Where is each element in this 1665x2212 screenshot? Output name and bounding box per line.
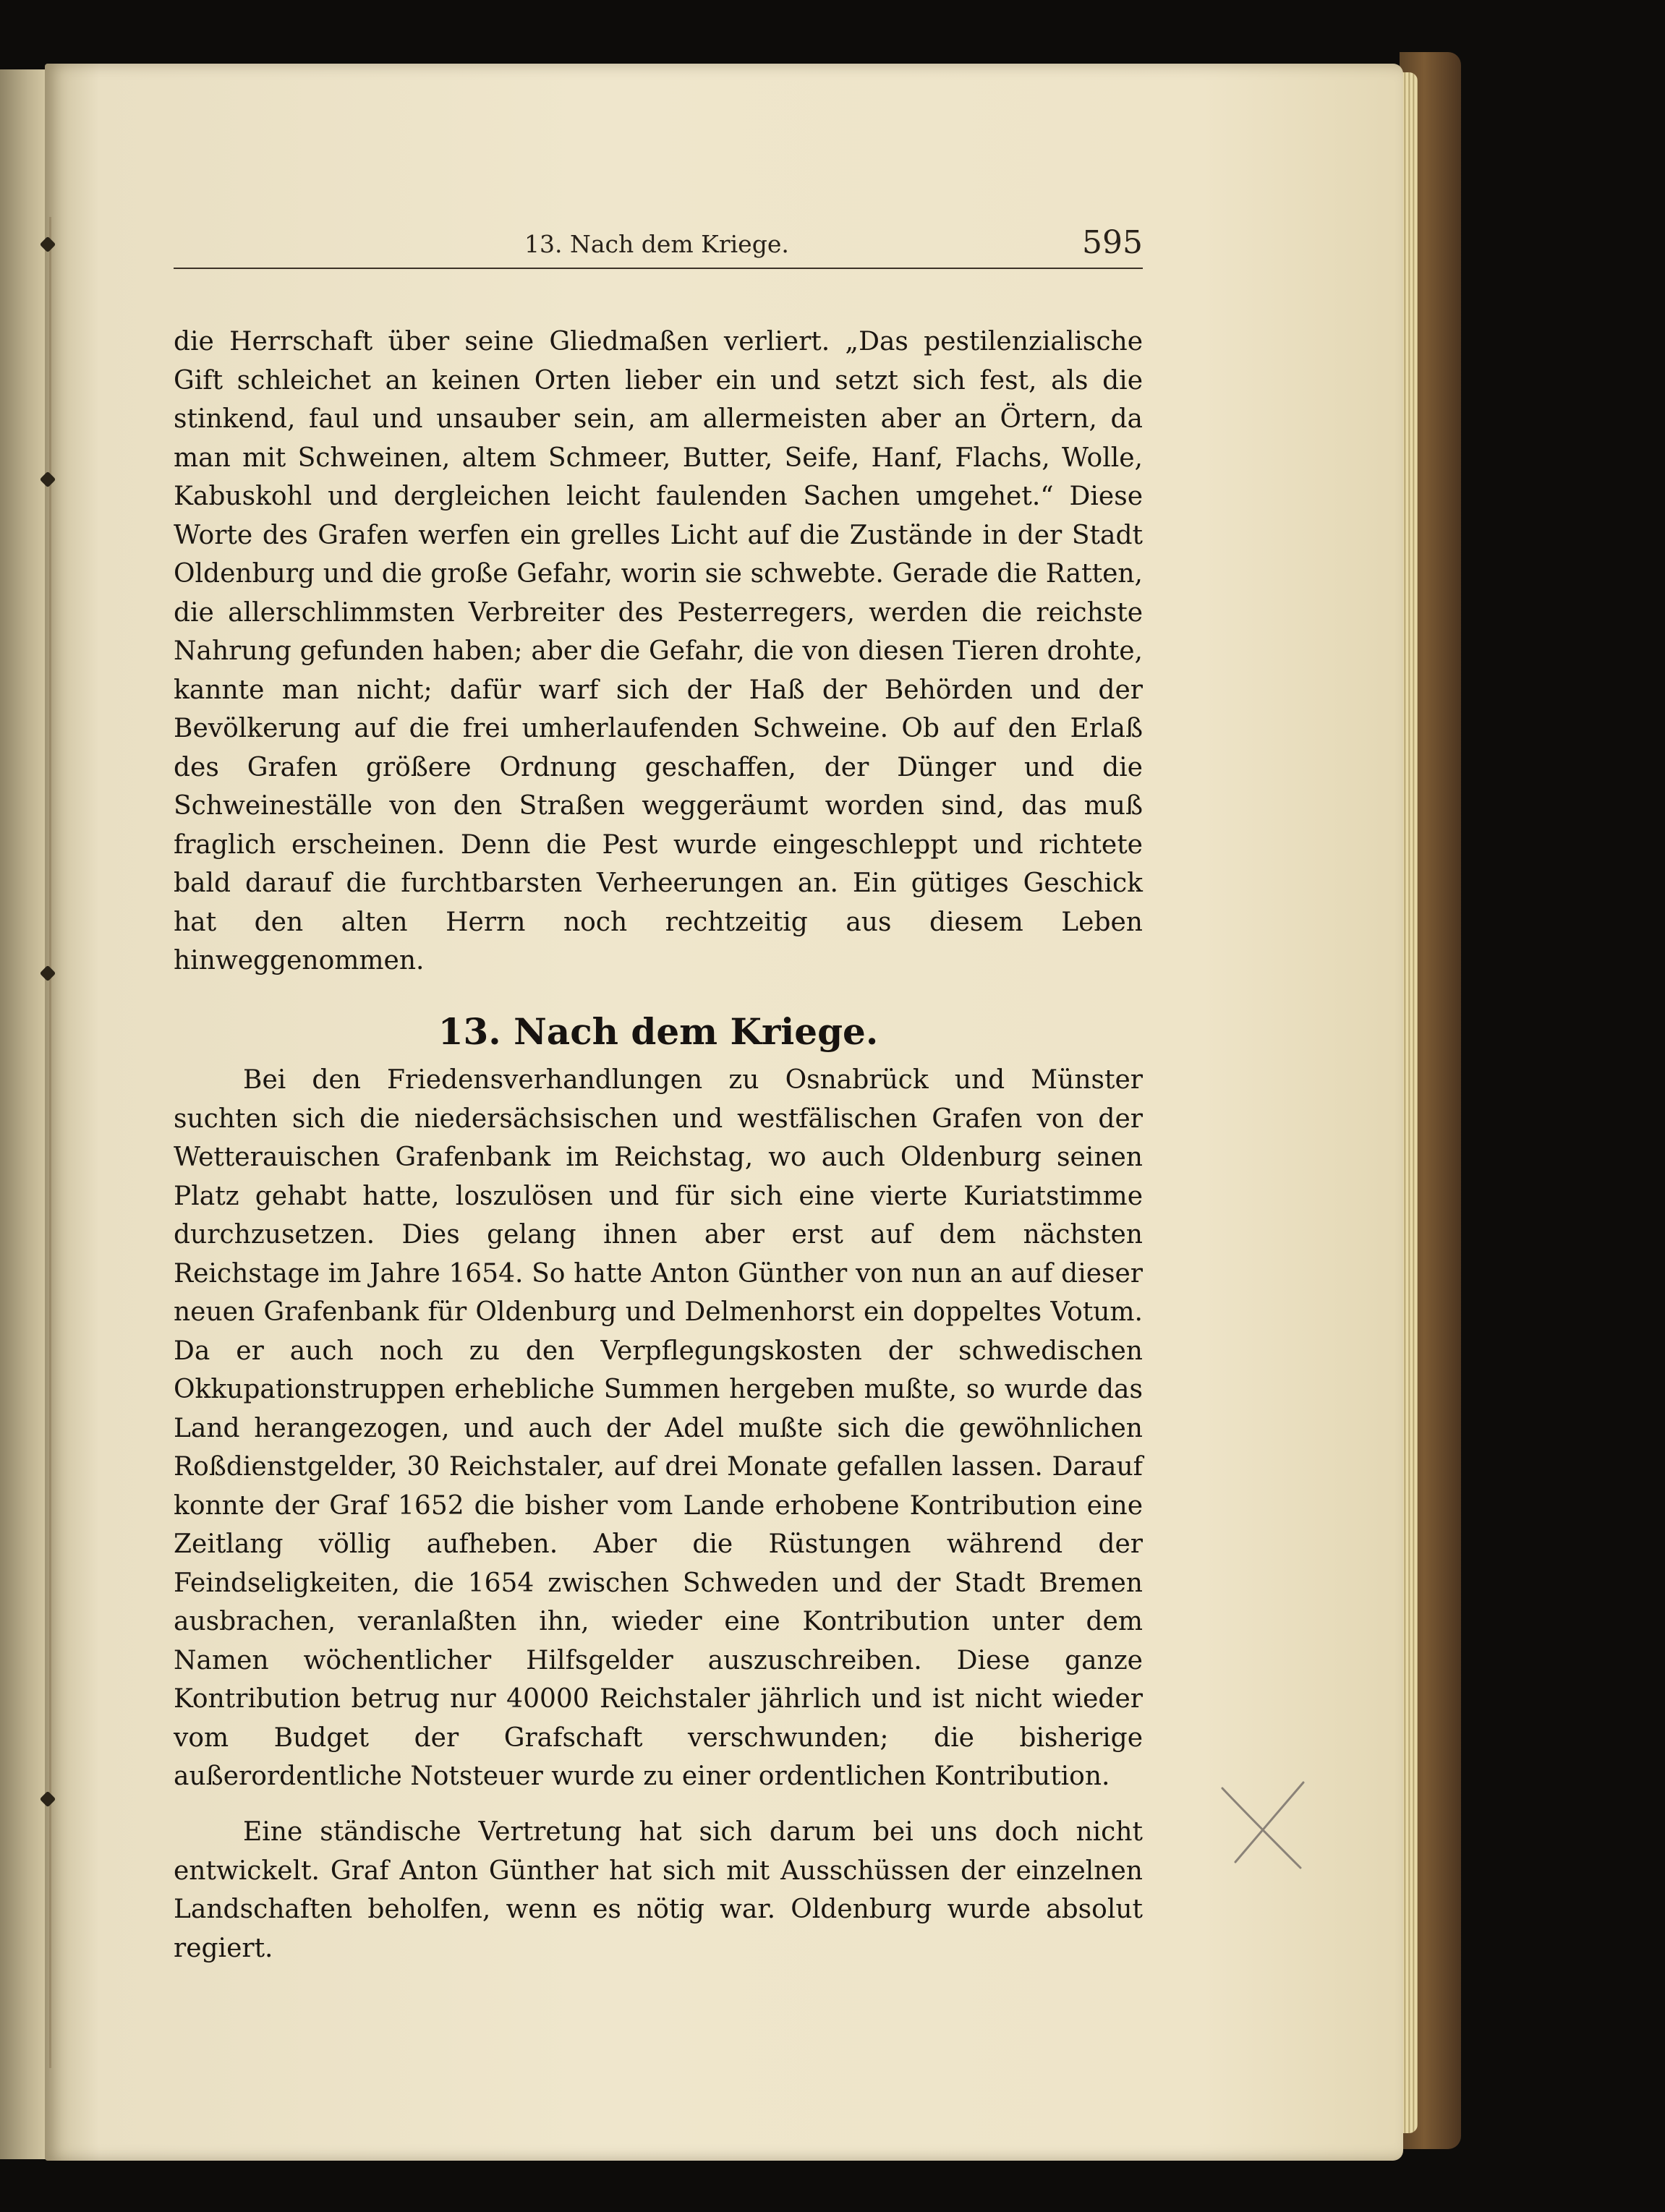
body-paragraph-2: Bei den Friedensverhandlungen zu Osnabrück und Münster suchten sich die niedersächsischen und westfälischen Grafen von der Wetterauischen Grafenbank im Reichstag, wo auch Oldenburg seinen Platz gehabt hatte, loszulösen und für sich eine vierte Kuriatstimme durchzusetzen. Dies gelang ihnen aber erst auf dem nächsten Reichstage im Jahre 1654. So hatte Anton Günther von nun an auf dieser neuen Grafenbank für Oldenburg und Delmenhorst ein doppeltes Votum. Da er auch noch zu den Verpflegungskosten der schwedischen Okkupationstruppen erhebliche Summen hergeben mußte, so wurde das Land herangezogen, und auch der Adel mußte sich die gewöhnlichen Roßdienstgelder, 30 Reichstaler, auf drei Monate gefallen lassen. Darauf konnte der Graf 1652 die bisher vom Lande erhobene Kontribution eine Zeitlang völlig aufheben. Aber die Rüstungen während der Feindseligkeiten, die 1654 zwischen Schweden und der Stadt Bremen ausbrachen, veranlaßten ihn, wieder eine Kontribution unter dem Namen wöchentlicher Hilfsgelder auszuschreiben. Diese ganze Kontribution betrug nur 40000 Reichstaler jährlich und ist nicht wieder vom Budget der Grafschaft verschwunden; die bisherige außerordentliche Notsteuer wurde zu einer ordentlichen Kontribution. [174, 1065, 1143, 1791]
running-title: 13. Nach dem Kriege. [524, 230, 789, 258]
left-page-sliver [0, 69, 51, 2159]
page-number: 595 [1082, 224, 1143, 261]
body-paragraph-3: Eine ständische Vertretung hat sich darum bei uns doch nicht entwickelt. Graf Anton Günther hat sich mit Ausschüssen der einzelnen Landschaften beholfen, wenn es nötig war. Oldenburg wurde absolut regiert. [174, 1817, 1143, 1963]
running-head [174, 224, 1143, 269]
section-heading: 13. Nach dem Kriege. [438, 1009, 879, 1053]
pencil-cross-mark [1215, 1775, 1316, 1876]
body-paragraph-1: die Herrschaft über seine Gliedmaßen verliert. „Das pestilenzialische Gift schleichet an keinen Orten lieber ein und setzt sich fest, als die stinkend, faul und unsauber sein, am allermeisten aber an Örtern, da man mit Schweinen, altem Schmeer, Butter, Seife, Hanf, Flachs, Wolle, Kabuskohl und dergleichen leicht faulenden Sachen umgehet.“ Diese Worte des Grafen werfen ein grelles Licht auf die Zustände in der Stadt Oldenburg und die große Gefahr, worin sie schwebte. Gerade die Ratten, die allerschlimmsten Verbreiter des Pesterregers, werden die reichste Nahrung gefunden haben; aber die Gefahr, die von diesen Tieren drohte, kannte man nicht; dafür warf sich der Haß der Behörden und der Bevölkerung auf die frei umherlaufenden Schweine. Ob auf den Erlaß des Grafen größere Ordnung geschaffen, der Dünger und die Schweineställe von den Straßen weggeräumt worden sind, das muß fraglich erscheinen. Denn die Pest wurde eingeschleppt und richtete bald darauf die furchtbarsten Verheerungen an. Ein gütiges Geschick hat den alten Herrn noch rechtzeitig aus diesem Leben hinweggenommen. [174, 327, 1143, 975]
binding-line [49, 217, 51, 2068]
